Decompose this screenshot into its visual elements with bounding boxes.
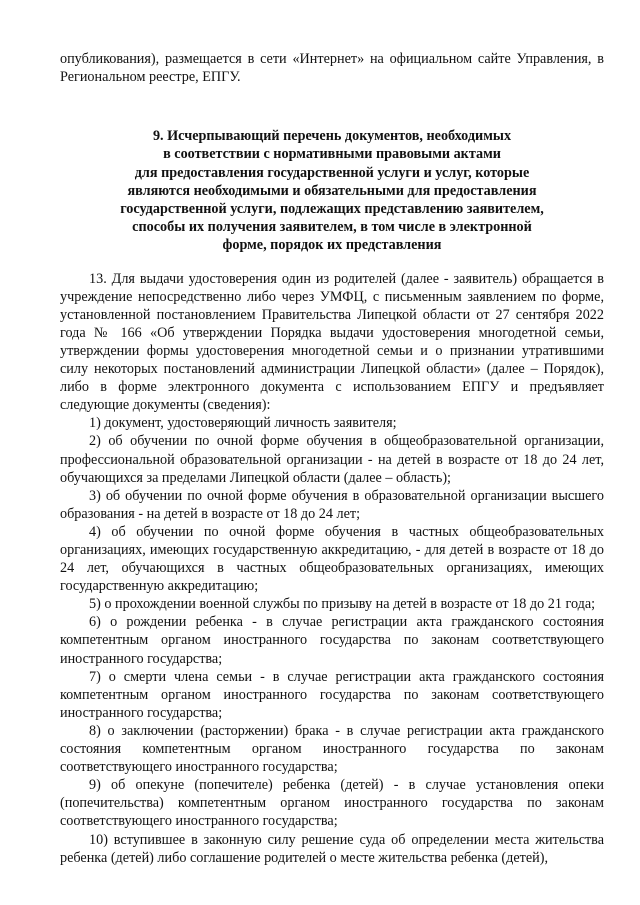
list-item-10: 10) вступившее в законную силу решение суда об определении места жительства ребенка (детей) либо соглашение родителей о месте жительства ребенка (детей), <box>60 831 604 866</box>
heading-line: для предоставления государственной услуги и услуг, которые <box>134 164 530 181</box>
list-item-5: 5) о прохождении военной службы по призыву на детей в возрасте от 18 до 21 года; <box>89 596 596 613</box>
list-item-8: 8) о заключении (расторжении) брака - в случае регистрации акта гражданского состояния компетентным органом иностранного государства по законам соответствующего иностранного государства; <box>60 722 604 776</box>
list-item-2: 2) об обучении по очной форме обучения в общеобразовательной организации, профессиональной образовательной организации - на детей в возрасте от 18 до 24 лет, обучающихся за пределами Липецкой области (далее – область); <box>60 433 604 486</box>
heading-line: способы их получения заявителем, в том числе в электронной <box>132 219 532 236</box>
paragraph-13: 13. Для выдачи удостоверения один из родителей (далее - заявитель) обращается в учреждение непосредственно либо через УМФЦ, с письменным заявлением по форме, установленной постановлением Правительства Липецкой области от 27 сентября 2022 года № 166 «Об утверждении Порядка выдачи удостоверения многодетной семьи, утверждении формы удостоверения многодетной семьи и о признании утратившими силу некоторых постановлений администрации Липецкой области» (далее – Порядок), либо в форме электронного документа с использованием ЕПГУ и предъявляет следующие документы (сведения): <box>60 270 604 414</box>
heading-line: государственной услуги, подлежащих представлению заявителем, <box>120 201 544 217</box>
list-item-6: 6) о рождении ребенка - в случае регистрации акта гражданского состояния компетентным органом иностранного государства по законам соответствующего иностранного государства; <box>60 614 604 667</box>
list-item-4: 4) об обучении по очной форме обучения в частных общеобразовательных организациях, имеющих государственную аккредитацию, - для детей в возрасте от 18 до 24 лет, обучающихся в частных общеобразовательных организациях, имеющих государственную аккредитацию; <box>60 523 604 595</box>
list-item-1: 1) документ, удостоверяющий личность заявителя; <box>89 415 397 432</box>
list-item-7: 7) о смерти члена семьи - в случае регистрации акта гражданского состояния компетентным органом иностранного государства по законам соответствующего иностранного государства; <box>60 668 604 721</box>
heading-line: 9. Исчерпывающий перечень документов, необходимых <box>152 128 512 145</box>
heading-line: в соответствии с нормативными правовыми актами <box>163 146 501 163</box>
heading-line: являются необходимыми и обязательными для предоставления <box>127 182 537 199</box>
list-item-3: 3) об обучении по очной форме обучения в образовательной организации высшего образования - на детей в возрасте от 18 до 24 лет; <box>60 487 604 522</box>
heading-line: форме, порядок их представления <box>222 237 442 254</box>
intro-paragraph: опубликования), размещается в сети «Интернет» на официальном сайте Управления, в Региональном реестре, ЕПГУ. <box>60 51 604 86</box>
document-content <box>60 50 604 867</box>
list-item-9: 9) об опекуне (попечителе) ребенка (детей) - в случае установления опеки (попечительства) компетентным органом иностранного государства по законам соответствующего иностранного государства; <box>60 777 604 830</box>
section-heading <box>60 127 604 254</box>
